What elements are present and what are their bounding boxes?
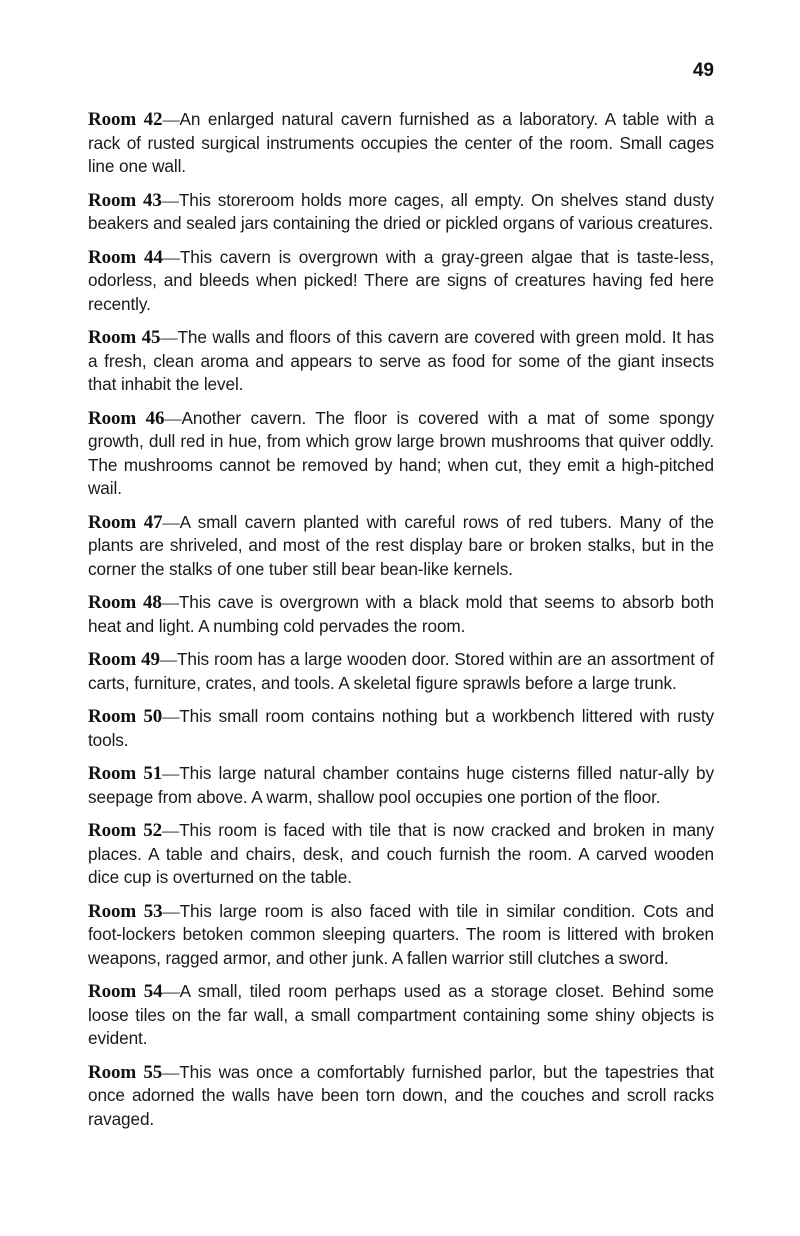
room-description: This cave is overgrown with a black mold that seems to absorb both heat and light. A numbing cold pervades the room. [88,592,714,636]
room-entry-53: Room 53—This large room is also faced with tile in similar condition. Cots and foot-lockers betoken common sleeping quarters. The room is littered with broken weapons, ragged armor, and other junk. A fallen warrior still clutches a sword. [88,900,714,968]
room-description: This large room is also faced with tile in similar condition. Cots and foot-lockers betoken common sleeping quarters. The room is littered with broken weapons, ragged armor, and other junk. A fallen warrior still clutches a sword. [88,900,714,968]
room-description: This room is faced with tile that is now cracked and broken in many places. A table and chairs, desk, and couch furnish the room. A carved wooden dice cup is overturned on the table. [88,820,714,887]
room-description: The walls and floors of this cavern are covered with green mold. It has a fresh, clean aroma and appears to serve as food for some of the giant insects that inhabit the level. [88,327,714,394]
room-entry-43: Room 43—This storeroom holds more cages, all empty. On shelves stand dusty beakers and sealed jars containing the dried or pickled organs of various creatures. [88,189,714,233]
room-entry-52: Room 52—This room is faced with tile that is now cracked and broken in many places. A table and chairs, desk, and couch furnish the room. A carved wooden dice cup is overturned on the table. [88,820,714,887]
room-entry-54: Room 54—A small, tiled room perhaps used as a storage closet. Behind some loose tiles on the far wall, a small compartment containing some shiny objects is evident. [88,981,714,1048]
room-entries [88,108,714,1141]
room-entry-55: Room 55—This was once a comfortably furnished parlor, but the tapestries that once adorned the walls have been torn down, and the couches and scroll racks ravaged. [88,1061,714,1129]
room-label: Room 49 [88,649,160,670]
room-description: A small cavern planted with careful rows of red tubers. Many of the plants are shriveled, and most of the rest display bare or broken stalks, but in the corner the stalks of one tuber still bear bean-like kernels. [88,511,714,579]
room-label: Room 55 [88,1061,163,1083]
room-entry-48: Room 48—This cave is overgrown with a black mold that seems to absorb both heat and light. A numbing cold pervades the room. [88,592,714,636]
room-description: Another cavern. The floor is covered with a mat of some spongy growth, dull red in hue, from which grow large brown mushrooms that quiver oddly. The mushrooms cannot be removed by hand; when cut, they emit a high-pitched wail. [88,407,714,498]
room-entry-49: Room 49—This room has a large wooden door. Stored within are an assortment of carts, furniture, crates, and tools. A skeletal figure sprawls before a large trunk. [88,649,714,693]
page-number: 49 [692,60,714,81]
room-entry-47: Room 47—A small cavern planted with careful rows of red tubers. Many of the plants are shriveled, and most of the rest display bare or broken stalks, but in the corner the stalks of one tuber still bear bean-like kernels. [88,511,714,579]
room-entry-46: Room 46—Another cavern. The floor is covered with a mat of some spongy growth, dull red in hue, from which grow large brown mushrooms that quiver oddly. The mushrooms cannot be removed by hand; when cut, they emit a high-pitched wail. [88,407,714,498]
room-entry-50: Room 50—This small room contains nothing but a workbench littered with rusty tools. [88,706,714,750]
room-entry-42: Room 42—An enlarged natural cavern furnished as a laboratory. A table with a rack of rusted surgical instruments occupies the center of the room. Small cages line one wall. [88,109,714,176]
room-entry-51: Room 51—This large natural chamber contains huge cisterns filled natur-ally by seepage from above. A warm, shallow pool occupies one portion of the floor. [88,763,714,807]
room-label: Room 48 [88,592,162,613]
room-label: Room 54 [88,981,163,1002]
room-label: Room 46 [88,407,165,429]
room-description: A small, tiled room perhaps used as a storage closet. Behind some loose tiles on the far wall, a small compartment containing some shiny objects is evident. [88,981,714,1048]
room-description: This was once a comfortably furnished parlor, but the tapestries that once adorned the walls have been torn down, and the couches and scroll racks ravaged. [88,1061,714,1129]
room-label: Room 50 [88,706,163,727]
room-label: Room 45 [88,327,161,348]
room-description: This cavern is overgrown with a gray-green algae that is taste-less, odorless, and bleeds when picked! There are signs of creatures having fed here recently. [88,246,714,314]
room-label: Room 47 [88,511,163,533]
room-description: This large natural chamber contains huge cisterns filled natur-ally by seepage from above. A warm, shallow pool occupies one portion of the floor. [88,763,714,807]
room-description: An enlarged natural cavern furnished as a laboratory. A table with a rack of rusted surgical instruments occupies the center of the room. Small cages line one wall. [88,109,714,176]
room-label: Room 42 [88,109,163,130]
room-label: Room 52 [88,820,163,841]
room-label: Room 44 [88,246,163,268]
room-label: Room 53 [88,900,163,922]
room-entry-45: Room 45—The walls and floors of this cavern are covered with green mold. It has a fresh, clean aroma and appears to serve as food for some of the giant insects that inhabit the level. [88,327,714,394]
room-description: This small room contains nothing but a workbench littered with rusty tools. [88,706,714,750]
room-description: This room has a large wooden door. Stored within are an assortment of carts, furniture, crates, and tools. A skeletal figure sprawls before a large trunk. [88,649,714,693]
room-label: Room 43 [88,189,162,211]
room-label: Room 51 [88,763,163,784]
room-entry-44: Room 44—This cavern is overgrown with a gray-green algae that is taste-less, odorless, and bleeds when picked! There are signs of creatures having fed here recently. [88,246,714,314]
room-description: This storeroom holds more cages, all empty. On shelves stand dusty beakers and sealed jars containing the dried or pickled organs of various creatures. [88,189,714,233]
